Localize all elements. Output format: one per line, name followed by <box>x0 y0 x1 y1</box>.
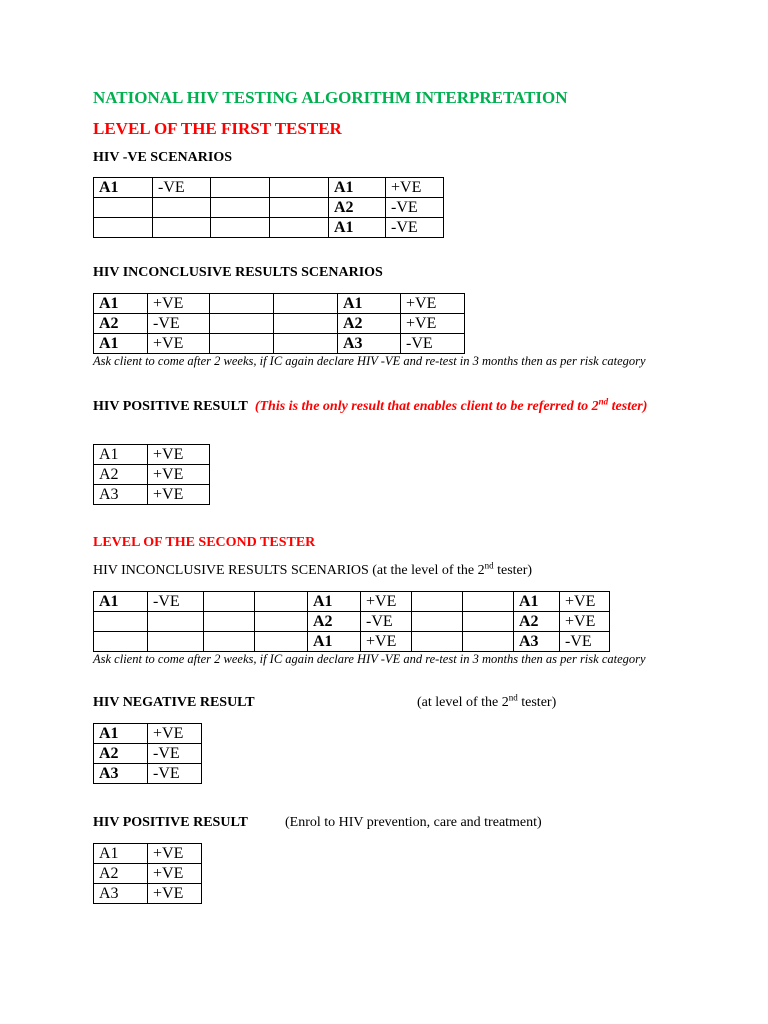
table-row <box>94 198 444 218</box>
table-row <box>94 884 202 904</box>
first-inconclusive-table <box>93 293 465 354</box>
table-cell: +VE <box>148 485 210 505</box>
table-cell: A1 <box>308 592 361 612</box>
table-cell: +VE <box>361 632 412 652</box>
table-cell: A1 <box>94 178 153 198</box>
table-cell: A3 <box>338 334 401 354</box>
table-cell: -VE <box>148 764 202 784</box>
table-cell: A1 <box>94 844 148 864</box>
table-cell: A3 <box>514 632 560 652</box>
table-cell: +VE <box>148 844 202 864</box>
second-inconclusive-note: Ask client to come after 2 weeks, if IC again declare HIV -VE and re-test in 3 months then as per risk category <box>93 652 646 666</box>
table-cell <box>463 592 514 612</box>
table-cell: +VE <box>148 724 202 744</box>
first-positive-heading-line <box>93 398 693 416</box>
table-row <box>94 465 210 485</box>
table-cell: +VE <box>560 592 610 612</box>
table-cell <box>148 632 204 652</box>
document-title: NATIONAL HIV TESTING ALGORITHM INTERPRETATION <box>93 88 568 107</box>
table-cell: +VE <box>148 884 202 904</box>
table-cell <box>270 178 329 198</box>
table-row <box>94 612 610 632</box>
table-cell: A1 <box>308 632 361 652</box>
table-cell: +VE <box>148 334 210 354</box>
table-cell <box>153 218 211 238</box>
table-cell <box>211 178 270 198</box>
table-cell: A1 <box>514 592 560 612</box>
table-cell <box>255 632 308 652</box>
table-cell <box>274 314 338 334</box>
table-cell <box>270 198 329 218</box>
table-cell: -VE <box>386 198 444 218</box>
table-cell <box>210 314 274 334</box>
second-positive-remark: (Enrol to HIV prevention, care and treatment) <box>285 815 542 830</box>
table-cell: A3 <box>94 764 148 784</box>
table-cell <box>94 612 148 632</box>
table-row <box>94 445 210 465</box>
table-cell: A2 <box>94 744 148 764</box>
table-cell: +VE <box>148 864 202 884</box>
heading-text: HIV INCONCLUSIVE RESULTS SCENARIOS (at the level of the 2 <box>93 563 485 578</box>
table-cell: -VE <box>386 218 444 238</box>
table-cell <box>210 294 274 314</box>
table-cell: A1 <box>94 724 148 744</box>
table-cell: A3 <box>94 485 148 505</box>
table-row <box>94 864 202 884</box>
second-inconclusive-heading <box>93 560 533 579</box>
second-positive-heading: HIV POSITIVE RESULT <box>93 815 248 830</box>
table-row <box>94 764 202 784</box>
table-cell <box>210 334 274 354</box>
table-cell <box>412 632 463 652</box>
table-row <box>94 724 202 744</box>
table-cell: +VE <box>560 612 610 632</box>
table-row <box>94 294 465 314</box>
table-cell <box>148 612 204 632</box>
table-cell <box>412 592 463 612</box>
second-positive-table <box>93 843 202 904</box>
table-cell <box>94 198 153 218</box>
table-cell: -VE <box>153 178 211 198</box>
table-cell <box>255 592 308 612</box>
table-cell: A1 <box>94 445 148 465</box>
table-cell: A2 <box>94 864 148 884</box>
remark-text: (at level of the 2 <box>417 695 509 710</box>
first-inconclusive-note: Ask client to come after 2 weeks, if IC again declare HIV -VE and re-test in 3 months then as per risk category <box>93 354 646 368</box>
table-cell <box>270 218 329 238</box>
table-cell: +VE <box>148 465 210 485</box>
table-cell <box>412 612 463 632</box>
table-cell: A2 <box>94 314 148 334</box>
table-cell <box>274 294 338 314</box>
second-negative-remark <box>417 692 557 711</box>
heading-sup: nd <box>484 560 494 571</box>
table-cell <box>463 612 514 632</box>
table-cell: +VE <box>148 294 210 314</box>
table-cell: -VE <box>148 314 210 334</box>
table-row <box>94 632 610 652</box>
table-cell: +VE <box>361 592 412 612</box>
first-tester-heading: LEVEL OF THE FIRST TESTER <box>93 119 342 138</box>
table-cell: A2 <box>308 612 361 632</box>
remark-text: tester) <box>611 399 648 414</box>
table-cell: -VE <box>361 612 412 632</box>
table-cell: -VE <box>148 744 202 764</box>
table-cell: A1 <box>329 218 386 238</box>
table-row <box>94 218 444 238</box>
table-cell <box>211 198 270 218</box>
table-cell: +VE <box>401 314 465 334</box>
table-cell: -VE <box>401 334 465 354</box>
table-cell: -VE <box>148 592 204 612</box>
remark-sup: nd <box>508 692 518 703</box>
table-row <box>94 314 465 334</box>
heading-text: tester) <box>493 563 533 578</box>
table-cell: A1 <box>94 294 148 314</box>
first-negative-table <box>93 177 444 238</box>
table-cell <box>204 612 255 632</box>
remark-text: (This is the only result that enables client to be referred to 2 <box>254 399 599 414</box>
first-negative-heading: HIV -VE SCENARIOS <box>93 150 232 165</box>
table-cell <box>463 632 514 652</box>
table-cell: A3 <box>94 884 148 904</box>
table-cell <box>153 198 211 218</box>
second-negative-table <box>93 723 202 784</box>
first-positive-heading: HIV POSITIVE RESULT <box>93 399 248 414</box>
table-cell: +VE <box>148 445 210 465</box>
remark-text: tester) <box>517 695 557 710</box>
table-row <box>94 592 610 612</box>
table-cell <box>94 632 148 652</box>
second-tester-heading: LEVEL OF THE SECOND TESTER <box>93 535 316 550</box>
table-cell <box>274 334 338 354</box>
table-cell <box>204 632 255 652</box>
table-cell: -VE <box>560 632 610 652</box>
first-positive-table <box>93 444 210 505</box>
table-cell: A2 <box>514 612 560 632</box>
table-cell: +VE <box>401 294 465 314</box>
table-cell: A1 <box>94 334 148 354</box>
table-cell: A1 <box>338 294 401 314</box>
first-inconclusive-heading: HIV INCONCLUSIVE RESULTS SCENARIOS <box>93 265 383 280</box>
table-row <box>94 178 444 198</box>
table-cell: A2 <box>338 314 401 334</box>
first-positive-remark <box>254 396 648 414</box>
table-row <box>94 744 202 764</box>
table-cell: A2 <box>329 198 386 218</box>
second-inconclusive-table <box>93 591 610 652</box>
table-cell: +VE <box>386 178 444 198</box>
remark-sup: nd <box>598 396 609 407</box>
table-cell: A1 <box>94 592 148 612</box>
table-cell: A2 <box>94 465 148 485</box>
table-cell: A1 <box>329 178 386 198</box>
table-row <box>94 844 202 864</box>
table-cell <box>94 218 153 238</box>
table-row <box>94 485 210 505</box>
table-row <box>94 334 465 354</box>
table-cell <box>211 218 270 238</box>
table-cell <box>255 612 308 632</box>
table-cell <box>204 592 255 612</box>
second-negative-heading: HIV NEGATIVE RESULT <box>93 695 255 710</box>
